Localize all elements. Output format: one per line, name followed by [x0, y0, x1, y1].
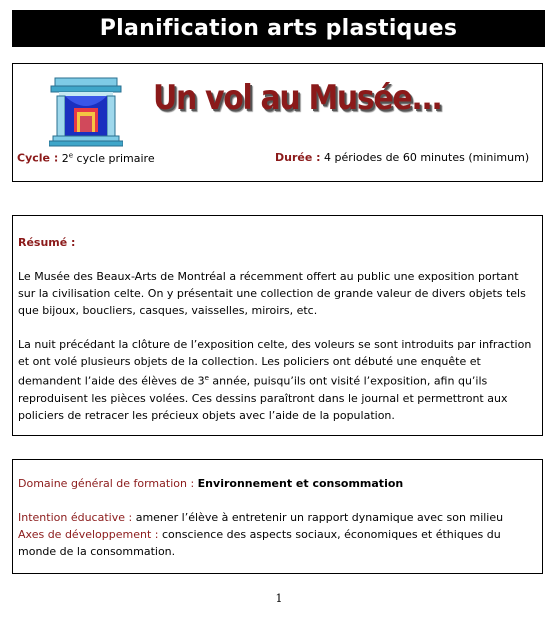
cycle-value: 2e cycle primaire [61, 151, 155, 165]
resume-title: Résumé : [18, 236, 76, 249]
axes-label: Axes de développement : [18, 528, 159, 541]
museum-icon [49, 72, 123, 148]
title-banner: Un vol au Musée... [153, 78, 442, 118]
intro-box [12, 63, 543, 182]
cycle-label: Cycle : [17, 151, 59, 165]
domaine-label: Domaine général de formation : [18, 477, 195, 490]
duree-value: 4 périodes de 60 minutes (minimum) [324, 151, 530, 164]
resume-paragraph-1: Le Musée des Beaux-Arts de Montréal a récemment offert au public une exposition portant sur la civilisation celte. On y présentait une collection de grande valeur de divers objets tels que bijoux, boucliers, casques, vaisselles, miroirs, etc. [18, 270, 526, 317]
intention-block [18, 509, 538, 560]
duree-row [275, 151, 529, 164]
page-number: 1 [275, 592, 283, 605]
header-title: Planification arts plastiques [99, 16, 458, 41]
domaine-value: Environnement et consommation [197, 477, 404, 490]
page-header [12, 10, 545, 47]
domaine-row [18, 477, 403, 490]
intention-value: amener l’élève à entretenir un rapport dynamique avec son milieu [132, 511, 504, 524]
cycle-row [17, 151, 155, 165]
resume-box [12, 215, 543, 436]
intention-label: Intention éducative : [18, 511, 133, 524]
formation-box [12, 459, 543, 574]
resume-paragraph-2: La nuit précédant la clôture de l’exposition celte, des voleurs se sont introduits par infraction et ont volé plusieurs objets de la collection. Les policiers ont débuté une enquête et demandent l’aide des élèves de 3e année, puisqu’ils ont visité l’exposition, afin qu’ils reproduisent les pièces volées. Ces dessins paraîtront dans le journal et permettront aux policiers de retracer les précieux objets avec l’aide de la population. [18, 338, 532, 422]
axes-value: conscience des aspects sociaux, économiques et éthiques du monde de la consommation. [18, 528, 501, 558]
duree-label: Durée : [275, 151, 321, 164]
